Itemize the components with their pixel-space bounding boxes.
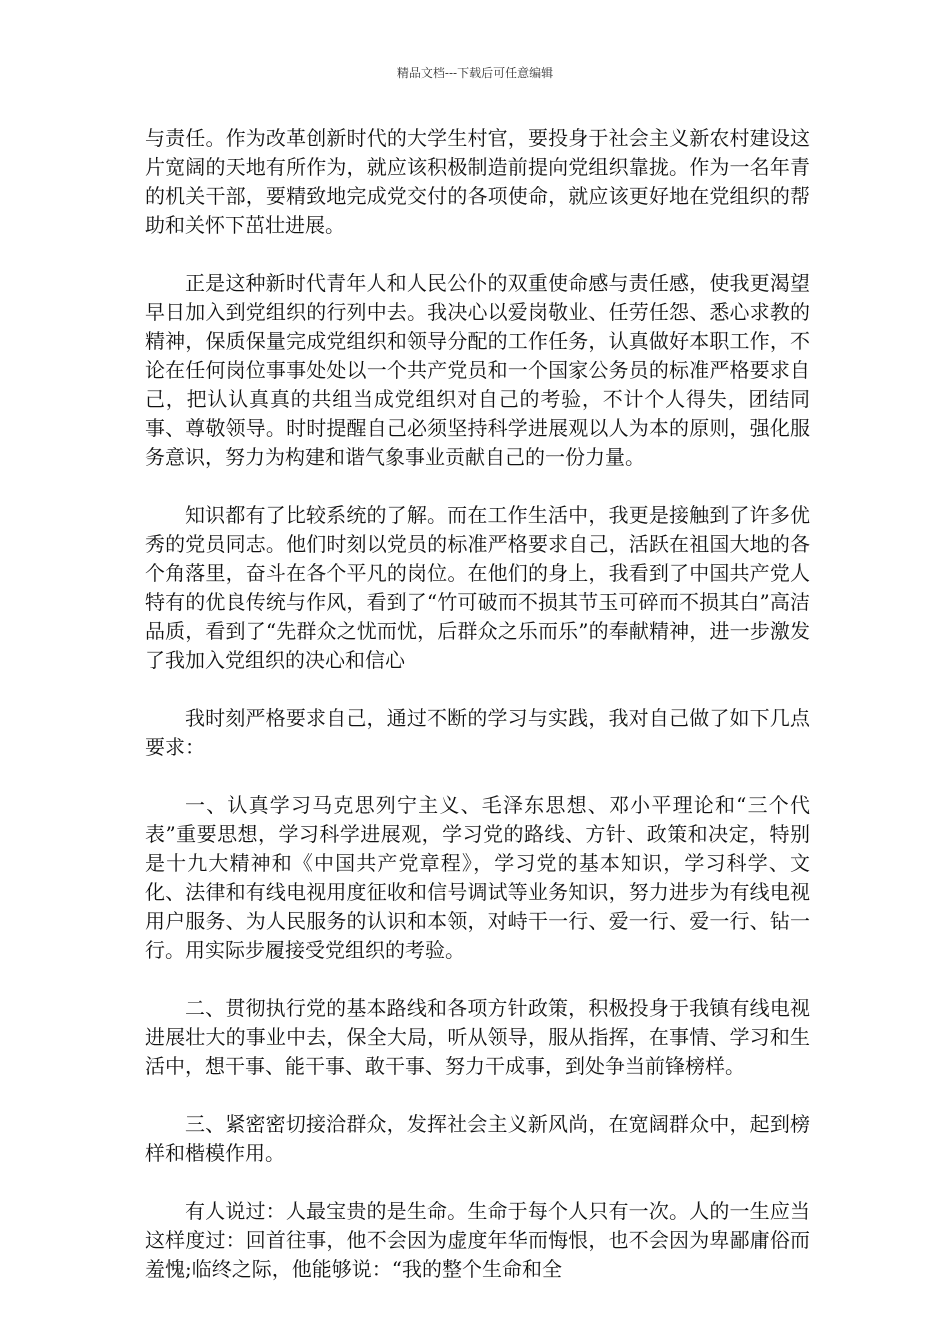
paragraph: 一、认真学习马克思列宁主义、毛泽东思想、邓小平理论和“三个代表”重要思想，学习科学进展观，学习党的路线、方针、政策和决定，特别是十九大精神和《中国共产党章程》，学习党的基本知识，学习科学、文化、法律和有线电视用度征收和信号调试等业务知识，努力进步为有线电视用户服务、为人民服务的认识和本领，对峙干一行、爱一行、爱一行、钻一行。用实际步履接受党组织的考验。 [145,793,810,962]
paragraph: 知识都有了比较系统的了解。而在工作生活中，我更是接触到了许多优秀的党员同志。他们时刻以党员的标准严格要求自己，活跃在祖国大地的各个角落里，奋斗在各个平凡的岗位。在他们的身上，我看到了中国共产党人特有的优良传统与作风，看到了“竹可破而不损其节玉可碎而不损其白”高洁品质，看到了“先群众之忧而忧，后群众之乐而乐”的奉献精神，进一步激发了我加入党组织的决心和信心 [145,503,810,672]
paragraph: 与责任。作为改革创新时代的大学生村官，要投身于社会主义新农村建设这片宽阔的天地有所作为，就应该积极制造前提向党组织靠拢。作为一名年青的机关干部，要精致地完成党交付的各项使命，就应该更好地在党组织的帮助和关怀下茁壮进展。 [145,126,810,237]
paragraph: 有人说过：人最宝贵的是生命。生命于每个人只有一次。人的一生应当这样度过：回首往事，他不会因为虚度年华而悔恨，也不会因为卑鄙庸俗而羞愧;临终之际，他能够说：“我的整个生命和全 [145,1199,810,1281]
page-header: 精品文档---下载后可任意编辑 [396,66,554,80]
paragraph: 二、贯彻执行党的基本路线和各项方针政策，积极投身于我镇有线电视进展壮大的事业中去，保全大局，听从领导，服从指挥，在事情、学习和生活中，想干事、能干事、敢干事、努力干成事，到处争当前锋榜样。 [145,996,810,1078]
paragraph: 我时刻严格要求自己，通过不断的学习与实践，我对自己做了如下几点要求： [145,706,810,759]
document-body [145,124,810,1313]
paragraph: 三、紧密密切接洽群众，发挥社会主义新风尚，在宽阔群众中，起到榜样和楷模作用。 [145,1112,810,1165]
paragraph: 正是这种新时代青年人和人民公仆的双重使命感与责任感，使我更渴望早日加入到党组织的行列中去。我决心以爱岗敬业、任劳任怨、悉心求教的精神，保质保量完成党组织和领导分配的工作任务，认真做好本职工作，不论在任何岗位事事处处以一个共产党员和一个国家公务员的标准严格要求自己，把认认真真的共组当成党组织对自己的考验，不计个人得失，团结同事、尊敬领导。时时提醒自己必须坚持科学进展观以人为本的原则，强化服务意识，努力为构建和谐气象事业贡献自己的一份力量。 [145,271,810,469]
